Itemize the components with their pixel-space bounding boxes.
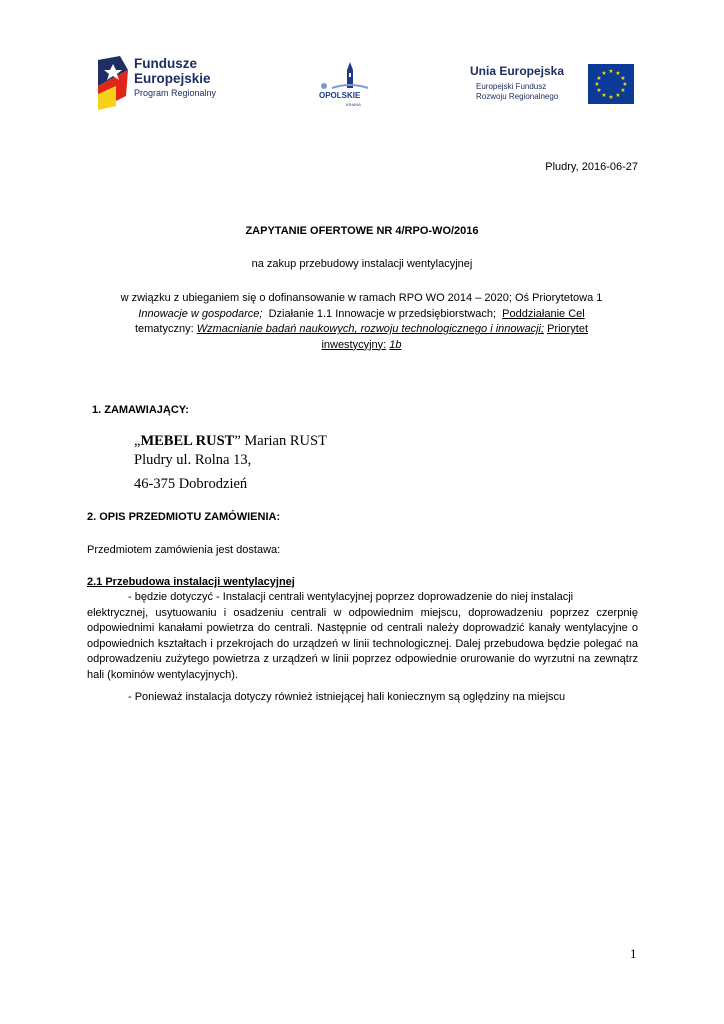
page-number: 1 bbox=[630, 946, 637, 961]
document-title: ZAPYTANIE OFERTOWE NR 4/RPO-WO/2016 bbox=[245, 225, 479, 237]
investment-value: 1b bbox=[389, 338, 402, 351]
svg-text:★: ★ bbox=[622, 81, 628, 88]
svg-text:★: ★ bbox=[620, 75, 626, 82]
description-paragraph-2: - Ponieważ instalacja dotyczy również istniejącej hali koniecznym są oględziny na miejscu bbox=[128, 691, 566, 703]
logo-bar bbox=[0, 50, 724, 120]
thematic-name: Wzmacnianie badań naukowych, rozwoju technologicznego i innowacji; bbox=[196, 323, 545, 335]
investment-priority-label: Priorytet bbox=[547, 323, 589, 335]
eu-flag-icon bbox=[588, 64, 634, 104]
svg-text:★: ★ bbox=[601, 70, 607, 77]
fundusze-europejskie-logo bbox=[98, 56, 238, 110]
section-1-heading: 1. ZAMAWIAJĄCY: bbox=[92, 404, 189, 416]
thematic-label: tematyczny: bbox=[134, 323, 194, 335]
action-name: Działanie 1.1 Innowacje w przedsiębiorstwach; bbox=[268, 307, 497, 320]
fe-star-icon bbox=[98, 56, 132, 110]
section-2-heading: 2. OPIS PRZEDMIOTU ZAMÓWIENIA: bbox=[87, 511, 281, 523]
tower-icon bbox=[310, 62, 394, 92]
svg-text:★: ★ bbox=[615, 92, 621, 99]
document-date: Pludry, 2016-06-27 bbox=[545, 161, 638, 173]
opolskie-subtext: KRAINA bbox=[346, 102, 361, 107]
svg-text:★: ★ bbox=[601, 92, 607, 99]
ue-title: Unia Europejska bbox=[470, 64, 565, 78]
subsection-heading: 2.1 Przebudowa instalacji wentylacyjnej bbox=[87, 576, 295, 588]
svg-text:★: ★ bbox=[608, 94, 614, 101]
investment-label: inwestycyjny: bbox=[321, 338, 387, 351]
subaction-label: Poddziałanie Cel bbox=[502, 307, 585, 320]
company-address-1: Pludry ul. Rolna 13, bbox=[134, 452, 252, 468]
fe-title: Fundusze Europejskie bbox=[134, 56, 211, 86]
fe-subtitle: Program Regionalny bbox=[134, 88, 217, 98]
document-subtitle: na zakup przebudowy instalacji wentylacyjnej bbox=[251, 258, 473, 270]
ue-subtitle: Europejski Fundusz Rozwoju Regionalnego bbox=[476, 82, 559, 101]
program-line1: w związku z ubieganiem się o dofinansowanie w ramach RPO WO 2014 – 2020; Oś Priorytetowa 1 bbox=[120, 292, 603, 304]
svg-text:★: ★ bbox=[596, 75, 602, 82]
svg-text:★: ★ bbox=[608, 68, 614, 75]
svg-text:★: ★ bbox=[596, 87, 602, 94]
svg-text:★: ★ bbox=[620, 87, 626, 94]
program-description bbox=[94, 291, 629, 353]
priority-axis-name: Innowacje w gospodarce; bbox=[138, 307, 263, 320]
svg-text:★: ★ bbox=[615, 70, 621, 77]
opolskie-logo bbox=[310, 62, 394, 110]
opolskie-text: OPOLSKIE bbox=[319, 91, 361, 100]
svg-text:★: ★ bbox=[594, 81, 600, 88]
company-address-2: 46-375 Dobrodzień bbox=[134, 476, 248, 492]
company-name: „MEBEL RUST” Marian RUST bbox=[134, 433, 327, 449]
section-2-intro: Przedmiotem zamówienia jest dostawa: bbox=[87, 544, 281, 556]
description-paragraph-1: - będzie dotyczyć - Instalacji centrali wentylacyjnej poprzez doprowadzenie do niej instalacji elektrycznej, usytuowaniu i osadzeniu centrali w odpowiednim miejscu, doprowadzeniu poprzez czerpnię odpowiednimi kanałami powietrza do centrali. Następnie od centrali należy doprowadzić kanały wentylacyjne o odpowiednich kształtach i przekrojach do urządzeń w linii technologicznej. Dalej przebudowa będzie polegać na odprowadzeniu zużytego powietrza z urządzeń w linii poprzez odpowiednie orurowanie do wyrzutni na zewnątrz hali (kominów wentylacyjnych). bbox=[87, 591, 638, 681]
unia-europejska-logo bbox=[470, 64, 635, 108]
